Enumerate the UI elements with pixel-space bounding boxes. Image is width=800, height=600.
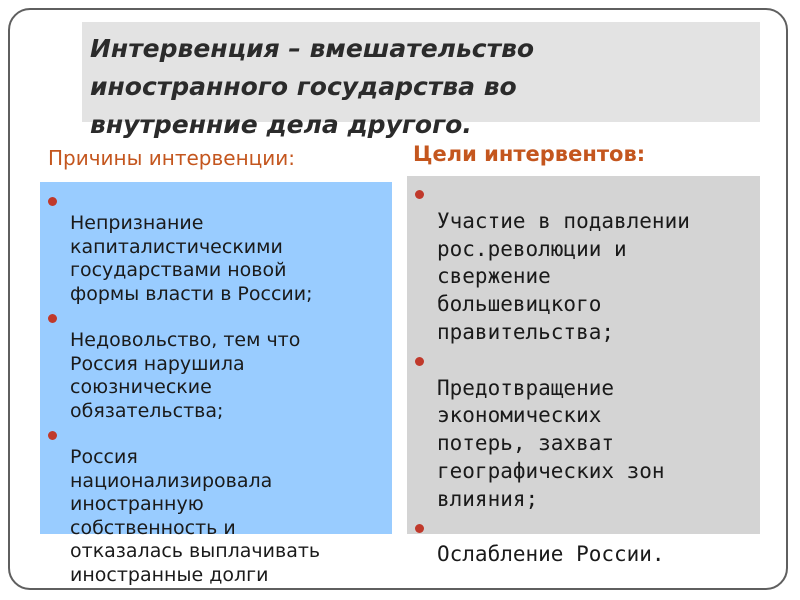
goals-list <box>407 180 760 569</box>
causes-list-item <box>40 423 392 587</box>
causes-list <box>40 189 392 587</box>
goals-item-text: Предотвращение экономических потерь, захват географических зон влияния; <box>437 375 665 511</box>
bullet-icon <box>415 524 424 533</box>
bullet-icon <box>48 197 57 206</box>
causes-heading: Причины интервенции: <box>48 146 296 170</box>
causes-panel <box>40 182 392 586</box>
causes-item-text: Недовольство, тем что Россия нарушила союзнические обязательства; <box>70 329 301 422</box>
goals-list-item <box>407 347 760 514</box>
slide-title: Интервенция – вмешательство иностранного государства во внутренние дела другого. <box>90 34 535 139</box>
causes-list-item <box>40 189 392 306</box>
goals-item-text: Ослабление России. <box>437 542 665 567</box>
goals-list-item <box>407 514 760 570</box>
goals-panel <box>407 176 760 567</box>
causes-item-text: Россия национализировала иностранную собственность и отказалась выплачивать иностранные долги <box>70 446 321 586</box>
bullet-icon <box>48 314 57 323</box>
goals-heading: Цели интервентов: <box>413 142 646 166</box>
bullet-icon <box>415 357 424 366</box>
bullet-icon <box>415 190 424 199</box>
causes-list-item <box>40 306 392 423</box>
causes-item-text: Непризнание капиталистическими государствами новой формы власти в России; <box>70 212 313 305</box>
goals-item-text: Участие в подавлении рос.революции и свержение большевицкого правительства; <box>437 208 690 344</box>
bullet-icon <box>48 431 57 440</box>
goals-list-item <box>407 180 760 347</box>
